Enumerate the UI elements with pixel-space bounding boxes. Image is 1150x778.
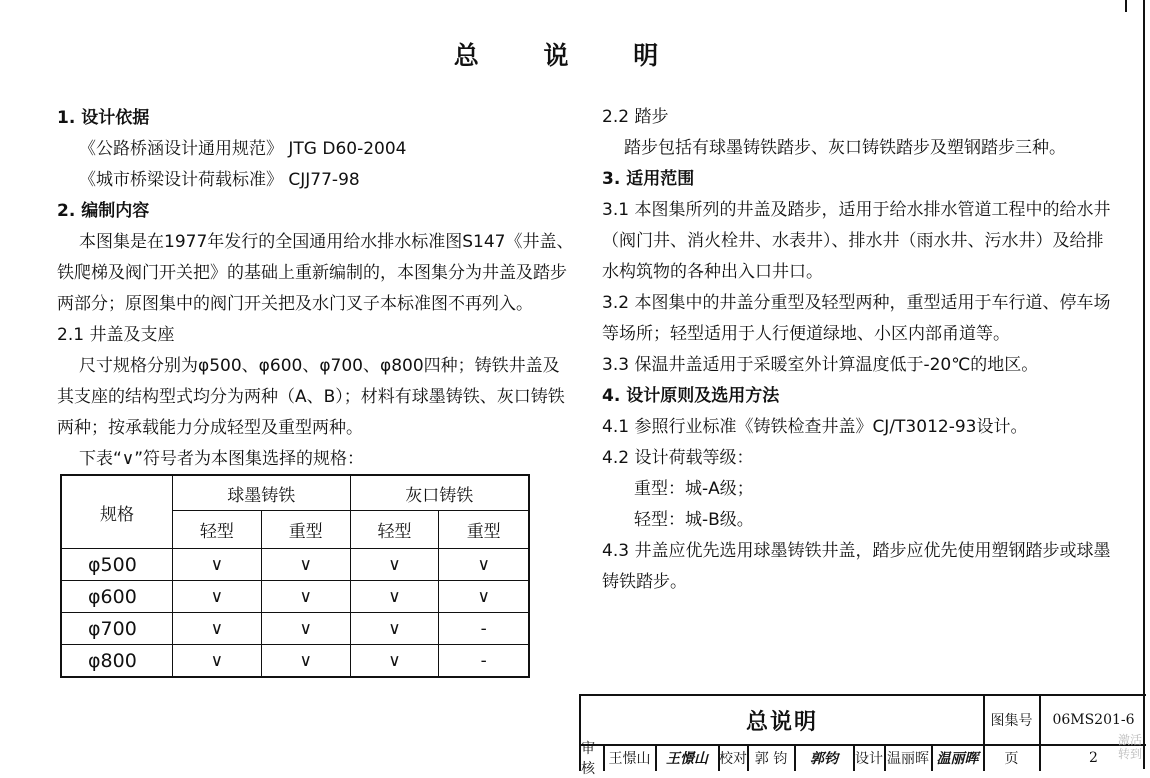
- header-light: 轻型: [350, 511, 439, 549]
- load-grade-heavy: 重型：城-A级；: [634, 479, 754, 499]
- section-3-heading: 3. 适用范围: [602, 169, 695, 189]
- mark-cell: ∨: [173, 613, 262, 645]
- atlas-label: 图集号: [990, 713, 1033, 729]
- reference-line: 《城市桥梁设计荷载标准》 CJJ77-98: [79, 170, 360, 190]
- mark-cell: ∨: [350, 581, 439, 613]
- mark-cell: ∨: [173, 581, 262, 613]
- size-cell: φ800: [61, 645, 173, 678]
- mark-cell: -: [439, 645, 529, 678]
- mark-cell: ∨: [350, 549, 439, 581]
- section-2-heading: 2. 编制内容: [57, 201, 150, 221]
- mark-cell: ∨: [350, 645, 439, 678]
- mark-cell: ∨: [439, 549, 529, 581]
- corner-mark: [1125, 0, 1127, 12]
- mark-cell: ∨: [173, 549, 262, 581]
- title-block: [579, 694, 1146, 777]
- check-label: 校对: [719, 751, 747, 767]
- section-4-heading: 4. 设计原则及选用方法: [602, 386, 780, 406]
- reviewer-name: 王憬山: [608, 751, 651, 767]
- table-row: [61, 645, 529, 678]
- designer-name: 温丽晖: [887, 751, 929, 767]
- paragraph-line: 铁爬梯及阀门开关把》的基础上重新编制的，本图集分为井盖及踏步: [57, 263, 567, 283]
- sheet-border-right: [1143, 0, 1145, 769]
- paragraph-line: 3.3 保温井盖适用于采暖室外计算温度低于-20℃的地区。: [602, 355, 1039, 375]
- section-2-1-heading: 2.1 井盖及支座: [57, 325, 175, 345]
- table-row: [61, 549, 529, 581]
- header-ductile-iron: 球墨铸铁: [173, 475, 351, 511]
- paragraph-line: 4.3 井盖应优先选用球墨铸铁井盖，踏步应优先使用塑钢踏步或球墨: [602, 541, 1111, 561]
- page-number: 2: [1089, 750, 1098, 766]
- mark-cell: ∨: [350, 613, 439, 645]
- header-grey-iron: 灰口铸铁: [350, 475, 529, 511]
- left-column: [57, 103, 574, 475]
- page-label: 页: [1004, 751, 1019, 767]
- paragraph-line: 其支座的结构型式均分为两种（A、B）；材料有球墨铸铁、灰口铸铁: [57, 387, 565, 407]
- paragraph-line: 两部分；原图集中的阀门开关把及水门叉子本标准图不再列入。: [57, 294, 533, 314]
- reviewer-signature: 王憬山: [666, 751, 708, 767]
- mark-cell: ∨: [261, 549, 350, 581]
- activation-watermark: 激活 转到: [1118, 733, 1143, 761]
- table-note: 下表“∨”符号者为本图集选择的规格：: [79, 449, 365, 469]
- size-cell: φ500: [61, 549, 173, 581]
- size-cell: φ700: [61, 613, 173, 645]
- mark-cell: -: [439, 613, 529, 645]
- header-spec: 规格: [61, 475, 173, 549]
- section-2-2-heading: 2.2 踏步: [602, 107, 669, 127]
- paragraph-line: 铸铁踏步。: [602, 572, 687, 592]
- designer-signature: 温丽晖: [936, 751, 979, 767]
- header-heavy: 重型: [439, 511, 529, 549]
- design-label: 设计: [855, 751, 883, 767]
- mark-cell: ∨: [261, 613, 350, 645]
- mark-cell: ∨: [261, 645, 350, 678]
- review-label: 审核: [581, 741, 595, 777]
- atlas-number: 06MS201-6: [1052, 712, 1135, 728]
- section-4-2-heading: 4.2 设计荷载等级：: [602, 448, 754, 468]
- reference-line: 《公路桥涵设计通用规范》 JTG D60-2004: [79, 139, 407, 159]
- paragraph-line: 本图集是在1977年发行的全国通用给水排水标准图S147《井盖、: [79, 232, 574, 252]
- drawing-title: 总说明: [745, 709, 818, 735]
- paragraph-line: 踏步包括有球墨铸铁踏步、灰口铸铁踏步及塑钢踏步三种。: [624, 138, 1066, 158]
- paragraph-line: 4.1 参照行业标准《铸铁检查井盖》CJ/T3012-93设计。: [602, 417, 1028, 437]
- page-title: 总 说 明: [453, 41, 687, 70]
- mark-cell: ∨: [261, 581, 350, 613]
- header-light: 轻型: [173, 511, 262, 549]
- paragraph-line: 尺寸规格分别为φ500、φ600、φ700、φ800四种；铸铁井盖及: [79, 356, 560, 376]
- table-row: [61, 613, 529, 645]
- right-column: [602, 102, 1111, 598]
- spec-table: [60, 474, 530, 678]
- checker-name: 郭 钧: [754, 751, 788, 767]
- paragraph-line: 3.1 本图集所列的井盖及踏步，适用于给水排水管道工程中的给水井: [602, 200, 1111, 220]
- section-1-heading: 1. 设计依据: [57, 108, 150, 128]
- mark-cell: ∨: [439, 581, 529, 613]
- paragraph-line: 3.2 本图集中的井盖分重型及轻型两种，重型适用于车行道、停车场: [602, 293, 1111, 313]
- header-heavy: 重型: [261, 511, 350, 549]
- table-row: [61, 581, 529, 613]
- paragraph-line: （阀门井、消火栓井、水表井）、排水井（雨水井、污水井）及给排: [602, 231, 1104, 251]
- size-cell: φ600: [61, 581, 173, 613]
- load-grade-light: 轻型：城-B级。: [634, 510, 754, 530]
- paragraph-line: 水构筑物的各种出入口井口。: [602, 262, 823, 282]
- paragraph-line: 两种；按承载能力分成轻型及重型两种。: [57, 418, 363, 438]
- paragraph-line: 等场所；轻型适用于人行便道绿地、小区内部甬道等。: [602, 324, 1010, 344]
- mark-cell: ∨: [173, 645, 262, 678]
- checker-signature: 郭钧: [810, 751, 838, 767]
